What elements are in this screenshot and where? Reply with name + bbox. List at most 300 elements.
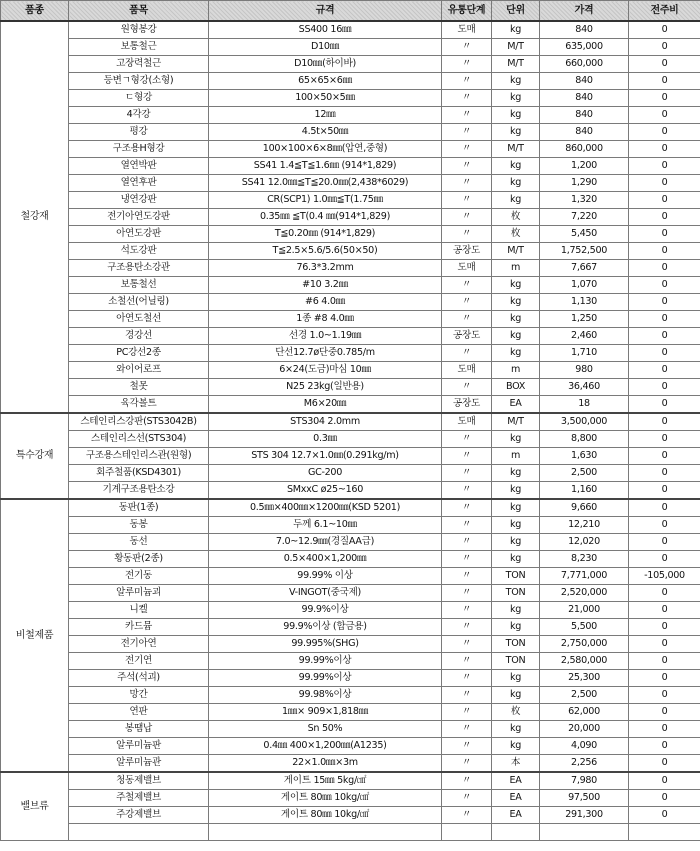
item-cell: 주강제밸브 — [69, 807, 209, 824]
change-cell: 0 — [629, 294, 700, 311]
unit-cell: kg — [492, 192, 540, 209]
header-item: 품목 — [69, 1, 209, 22]
table-row — [1, 39, 700, 56]
item-cell: 전기연 — [69, 653, 209, 670]
unit-cell: kg — [492, 73, 540, 90]
unit-cell: kg — [492, 670, 540, 687]
table-row — [1, 568, 700, 585]
stage-cell: 도매 — [442, 413, 492, 431]
stage-cell: 도매 — [442, 362, 492, 379]
stage-cell: 〃 — [442, 124, 492, 141]
stage-cell: 〃 — [442, 39, 492, 56]
table-row — [1, 260, 700, 277]
item-cell: 스테인리스강판(STS3042B) — [69, 413, 209, 431]
stage-cell: 〃 — [442, 226, 492, 243]
header-row — [1, 1, 700, 22]
spec-cell: 두께 6.1~10㎜ — [209, 517, 442, 534]
stage-cell: 〃 — [442, 551, 492, 568]
price-cell: 97,500 — [540, 790, 629, 807]
spec-cell: 게이트 80㎜ 10kg/㎠ — [209, 790, 442, 807]
spec-cell: 99.98%이상 — [209, 687, 442, 704]
spec-cell: 0.4㎜ 400×1,200㎜(A1235) — [209, 738, 442, 755]
change-cell: 0 — [629, 21, 700, 39]
stage-cell: 〃 — [442, 277, 492, 294]
item-cell: 석도강판 — [69, 243, 209, 260]
change-cell: 0 — [629, 807, 700, 824]
table-row — [1, 482, 700, 500]
item-cell: 청동제밸브 — [69, 772, 209, 790]
item-cell: 아연도철선 — [69, 311, 209, 328]
stage-cell: 〃 — [442, 56, 492, 73]
table-row — [1, 141, 700, 158]
stage-cell: 〃 — [442, 755, 492, 773]
price-cell: 1,130 — [540, 294, 629, 311]
table-row — [1, 790, 700, 807]
category-cell: 특수강재 — [1, 413, 69, 499]
table-row — [1, 585, 700, 602]
price-cell: 3,500,000 — [540, 413, 629, 431]
spec-cell: 100×50×5㎜ — [209, 90, 442, 107]
unit-cell: kg — [492, 175, 540, 192]
unit-cell: M/T — [492, 413, 540, 431]
unit-cell: kg — [492, 107, 540, 124]
stage-cell: 〃 — [442, 670, 492, 687]
unit-cell: m — [492, 260, 540, 277]
table-row — [1, 619, 700, 636]
spec-cell: 0.35㎜ ≦T(0.4 ㎜(914*1,829) — [209, 209, 442, 226]
unit-cell: TON — [492, 653, 540, 670]
change-cell: 0 — [629, 90, 700, 107]
item-cell: 등변ㄱ형강(소형) — [69, 73, 209, 90]
spec-cell: T≦0.20㎜ (914*1,829) — [209, 226, 442, 243]
spec-cell: 65×65×6㎜ — [209, 73, 442, 90]
table-row — [1, 175, 700, 192]
change-cell: 0 — [629, 413, 700, 431]
unit-cell: 枚 — [492, 209, 540, 226]
unit-cell: EA — [492, 772, 540, 790]
change-cell: 0 — [629, 738, 700, 755]
item-cell: 육각볼트 — [69, 396, 209, 414]
spec-cell: SS41 12.0㎜≦T≦20.0㎜(2,438*6029) — [209, 175, 442, 192]
stage-cell: 〃 — [442, 141, 492, 158]
price-cell: 2,750,000 — [540, 636, 629, 653]
item-cell: 동판(1종) — [69, 499, 209, 517]
price-cell: 840 — [540, 73, 629, 90]
price-cell: 1,250 — [540, 311, 629, 328]
spec-cell: 99.9%이상 (합금용) — [209, 619, 442, 636]
table-row — [1, 226, 700, 243]
table-row — [1, 807, 700, 824]
item-cell: ㄷ형강 — [69, 90, 209, 107]
item-cell: 냉연강판 — [69, 192, 209, 209]
spec-cell: T≦2.5×5.6/5.6(50×50) — [209, 243, 442, 260]
unit-cell: kg — [492, 124, 540, 141]
item-cell: 구조용스테인리스관(원형) — [69, 448, 209, 465]
price-cell: 7,771,000 — [540, 568, 629, 585]
unit-cell: EA — [492, 790, 540, 807]
unit-cell: EA — [492, 396, 540, 414]
price-cell: 5,450 — [540, 226, 629, 243]
stage-cell — [442, 824, 492, 841]
stage-cell: 〃 — [442, 517, 492, 534]
change-cell: 0 — [629, 772, 700, 790]
unit-cell: kg — [492, 721, 540, 738]
unit-cell: M/T — [492, 56, 540, 73]
stage-cell: 〃 — [442, 158, 492, 175]
stage-cell: 〃 — [442, 175, 492, 192]
price-cell: 8,230 — [540, 551, 629, 568]
unit-cell: kg — [492, 431, 540, 448]
spec-cell: 22×1.0㎜×3m — [209, 755, 442, 773]
spec-cell: 1㎜× 909×1,818㎜ — [209, 704, 442, 721]
stage-cell: 〃 — [442, 704, 492, 721]
change-cell: 0 — [629, 653, 700, 670]
table-row — [1, 772, 700, 790]
change-cell: 0 — [629, 260, 700, 277]
table-row — [1, 670, 700, 687]
spec-cell: 99.99% 이상 — [209, 568, 442, 585]
category-cell: 철강재 — [1, 21, 69, 413]
table-row — [1, 465, 700, 482]
unit-cell: kg — [492, 687, 540, 704]
change-cell: 0 — [629, 721, 700, 738]
price-cell: 2,256 — [540, 755, 629, 773]
spec-cell: SS41 1.4≦T≦1.6㎜ (914*1,829) — [209, 158, 442, 175]
header-spec: 규격 — [209, 1, 442, 22]
table-row — [1, 636, 700, 653]
change-cell: 0 — [629, 482, 700, 500]
item-cell: 전기아연 — [69, 636, 209, 653]
table-row — [1, 277, 700, 294]
price-cell: 5,500 — [540, 619, 629, 636]
change-cell: 0 — [629, 362, 700, 379]
stage-cell: 〃 — [442, 107, 492, 124]
table-row — [1, 192, 700, 209]
item-cell: 경강선 — [69, 328, 209, 345]
stage-cell: 〃 — [442, 568, 492, 585]
change-cell: 0 — [629, 551, 700, 568]
table-row — [1, 379, 700, 396]
price-cell: 860,000 — [540, 141, 629, 158]
unit-cell: BOX — [492, 379, 540, 396]
stage-cell: 〃 — [442, 499, 492, 517]
price-cell: 25,300 — [540, 670, 629, 687]
table-row — [1, 21, 700, 39]
price-cell: 36,460 — [540, 379, 629, 396]
item-cell: 구조용H형강 — [69, 141, 209, 158]
price-cell: 4,090 — [540, 738, 629, 755]
item-cell: PC강선2종 — [69, 345, 209, 362]
table-row — [1, 448, 700, 465]
item-cell: 동선 — [69, 534, 209, 551]
item-cell: 아연도강판 — [69, 226, 209, 243]
spec-cell: 4.5t×50㎜ — [209, 124, 442, 141]
header-stage: 유통단계 — [442, 1, 492, 22]
change-cell: 0 — [629, 39, 700, 56]
stage-cell: 도매 — [442, 21, 492, 39]
spec-cell: Sn 50% — [209, 721, 442, 738]
unit-cell: kg — [492, 294, 540, 311]
stage-cell: 〃 — [442, 602, 492, 619]
table-row — [1, 56, 700, 73]
spec-cell: 99.99%이상 — [209, 653, 442, 670]
stage-cell: 〃 — [442, 534, 492, 551]
table-row — [1, 328, 700, 345]
change-cell: 0 — [629, 209, 700, 226]
change-cell: 0 — [629, 277, 700, 294]
item-cell: 철못 — [69, 379, 209, 396]
spec-cell: N25 23kg(일반용) — [209, 379, 442, 396]
price-cell: 20,000 — [540, 721, 629, 738]
spec-cell: STS304 2.0mm — [209, 413, 442, 431]
unit-cell: m — [492, 448, 540, 465]
item-cell: 와이어로프 — [69, 362, 209, 379]
spec-cell: 99.995%(SHG) — [209, 636, 442, 653]
table-body — [1, 21, 700, 841]
price-cell: 7,667 — [540, 260, 629, 277]
change-cell: 0 — [629, 704, 700, 721]
change-cell: 0 — [629, 192, 700, 209]
header-change: 전주비 — [629, 1, 700, 22]
change-cell: 0 — [629, 175, 700, 192]
spec-cell: 단선12.7ø단중0.785/m — [209, 345, 442, 362]
item-cell: 망간 — [69, 687, 209, 704]
spec-cell: 99.99%이상 — [209, 670, 442, 687]
table-row — [1, 602, 700, 619]
spec-cell: 7.0~12.9㎜(경질AA급) — [209, 534, 442, 551]
spec-cell — [209, 824, 442, 841]
table-row — [1, 345, 700, 362]
item-cell: 니켈 — [69, 602, 209, 619]
table-row — [1, 243, 700, 260]
spec-cell: 0.5×400×1,200㎜ — [209, 551, 442, 568]
stage-cell: 공장도 — [442, 396, 492, 414]
spec-cell: CR(SCP1) 1.0㎜≦T(1.75㎜ — [209, 192, 442, 209]
table-row — [1, 311, 700, 328]
change-cell: -105,000 — [629, 568, 700, 585]
price-cell: 12,020 — [540, 534, 629, 551]
table-row — [1, 653, 700, 670]
spec-cell: D10㎜(하이바) — [209, 56, 442, 73]
table-row — [1, 73, 700, 90]
table-row — [1, 534, 700, 551]
stage-cell: 〃 — [442, 772, 492, 790]
unit-cell: kg — [492, 517, 540, 534]
price-cell: 660,000 — [540, 56, 629, 73]
unit-cell: kg — [492, 90, 540, 107]
price-cell: 1,290 — [540, 175, 629, 192]
spec-cell: 0.3㎜ — [209, 431, 442, 448]
table-row — [1, 413, 700, 431]
stage-cell: 〃 — [442, 653, 492, 670]
unit-cell: TON — [492, 585, 540, 602]
change-cell — [629, 824, 700, 841]
price-cell: 2,460 — [540, 328, 629, 345]
item-cell: 동봉 — [69, 517, 209, 534]
stage-cell: 〃 — [442, 90, 492, 107]
spec-cell: 게이트 15㎜ 5kg/㎠ — [209, 772, 442, 790]
category-cell: 밸브류 — [1, 772, 69, 841]
item-cell: 원형봉강 — [69, 21, 209, 39]
table-row — [1, 824, 700, 841]
item-cell: 연판 — [69, 704, 209, 721]
stage-cell: 공장도 — [442, 243, 492, 260]
price-cell: 8,800 — [540, 431, 629, 448]
spec-cell: D10㎜ — [209, 39, 442, 56]
spec-cell: 100×100×6×8㎜(압연,중형) — [209, 141, 442, 158]
change-cell: 0 — [629, 585, 700, 602]
category-cell: 비철제품 — [1, 499, 69, 772]
price-cell: 1,630 — [540, 448, 629, 465]
price-cell: 1,200 — [540, 158, 629, 175]
unit-cell: kg — [492, 345, 540, 362]
price-cell: 1,320 — [540, 192, 629, 209]
stage-cell: 〃 — [442, 311, 492, 328]
header-unit: 단위 — [492, 1, 540, 22]
change-cell: 0 — [629, 465, 700, 482]
item-cell: 고장력철근 — [69, 56, 209, 73]
item-cell: 열연박판 — [69, 158, 209, 175]
unit-cell: kg — [492, 482, 540, 500]
spec-cell: GC-200 — [209, 465, 442, 482]
stage-cell: 〃 — [442, 585, 492, 602]
spec-cell: 6×24(도금)마심 10㎜ — [209, 362, 442, 379]
spec-cell: V-INGOT(중국제) — [209, 585, 442, 602]
change-cell: 0 — [629, 56, 700, 73]
change-cell: 0 — [629, 396, 700, 414]
item-cell: 알루미늄관 — [69, 755, 209, 773]
change-cell: 0 — [629, 670, 700, 687]
spec-cell: 선경 1.0~1.19㎜ — [209, 328, 442, 345]
change-cell: 0 — [629, 687, 700, 704]
unit-cell: kg — [492, 534, 540, 551]
item-cell — [69, 824, 209, 841]
change-cell: 0 — [629, 534, 700, 551]
price-cell: 18 — [540, 396, 629, 414]
price-cell: 1,710 — [540, 345, 629, 362]
change-cell: 0 — [629, 311, 700, 328]
change-cell: 0 — [629, 141, 700, 158]
item-cell: 스테인리스선(STS304) — [69, 431, 209, 448]
unit-cell: kg — [492, 499, 540, 517]
unit-cell: M/T — [492, 243, 540, 260]
price-cell: 1,752,500 — [540, 243, 629, 260]
stage-cell: 〃 — [442, 790, 492, 807]
price-cell: 12,210 — [540, 517, 629, 534]
table-row — [1, 124, 700, 141]
unit-cell: M/T — [492, 39, 540, 56]
table-row — [1, 499, 700, 517]
change-cell: 0 — [629, 345, 700, 362]
change-cell: 0 — [629, 73, 700, 90]
table-row — [1, 704, 700, 721]
unit-cell: kg — [492, 311, 540, 328]
stage-cell: 도매 — [442, 260, 492, 277]
table-row — [1, 551, 700, 568]
table-row — [1, 431, 700, 448]
spec-cell: SMxxC ø25~160 — [209, 482, 442, 500]
change-cell: 0 — [629, 448, 700, 465]
item-cell: 4각강 — [69, 107, 209, 124]
spec-cell: 1종 #8 4.0㎜ — [209, 311, 442, 328]
unit-cell: kg — [492, 738, 540, 755]
unit-cell: 枚 — [492, 226, 540, 243]
item-cell: 소철선(어닐링) — [69, 294, 209, 311]
unit-cell: TON — [492, 636, 540, 653]
table-row — [1, 755, 700, 773]
unit-cell: kg — [492, 602, 540, 619]
unit-cell: kg — [492, 551, 540, 568]
unit-cell: kg — [492, 277, 540, 294]
item-cell: 봉땜납 — [69, 721, 209, 738]
price-cell: 21,000 — [540, 602, 629, 619]
unit-cell: kg — [492, 21, 540, 39]
price-cell: 2,580,000 — [540, 653, 629, 670]
spec-cell: SS400 16㎜ — [209, 21, 442, 39]
spec-cell: #10 3.2㎜ — [209, 277, 442, 294]
change-cell: 0 — [629, 226, 700, 243]
table-row — [1, 721, 700, 738]
spec-cell: 76.3*3.2mm — [209, 260, 442, 277]
change-cell: 0 — [629, 158, 700, 175]
spec-cell: STS 304 12.7×1.0㎜(0.291kg/m) — [209, 448, 442, 465]
unit-cell: EA — [492, 807, 540, 824]
stage-cell: 〃 — [442, 482, 492, 500]
stage-cell: 〃 — [442, 738, 492, 755]
price-cell: 2,500 — [540, 687, 629, 704]
stage-cell: 〃 — [442, 687, 492, 704]
stage-cell: 〃 — [442, 807, 492, 824]
item-cell: 알루미늄판 — [69, 738, 209, 755]
table-row — [1, 517, 700, 534]
table-row — [1, 107, 700, 124]
stage-cell: 〃 — [442, 431, 492, 448]
unit-cell: kg — [492, 465, 540, 482]
item-cell: 알루미늄괴 — [69, 585, 209, 602]
price-cell: 2,500 — [540, 465, 629, 482]
stage-cell: 〃 — [442, 379, 492, 396]
price-cell: 2,520,000 — [540, 585, 629, 602]
stage-cell: 〃 — [442, 345, 492, 362]
stage-cell: 〃 — [442, 721, 492, 738]
spec-cell: M6×20㎜ — [209, 396, 442, 414]
change-cell: 0 — [629, 755, 700, 773]
stage-cell: 〃 — [442, 448, 492, 465]
change-cell: 0 — [629, 243, 700, 260]
item-cell: 황동판(2종) — [69, 551, 209, 568]
table-row — [1, 209, 700, 226]
item-cell: 구조용탄소강관 — [69, 260, 209, 277]
item-cell: 주철제밸브 — [69, 790, 209, 807]
change-cell: 0 — [629, 107, 700, 124]
spec-cell: 99.9%이상 — [209, 602, 442, 619]
price-cell: 291,300 — [540, 807, 629, 824]
price-cell: 1,070 — [540, 277, 629, 294]
change-cell: 0 — [629, 602, 700, 619]
price-cell: 840 — [540, 90, 629, 107]
stage-cell: 〃 — [442, 209, 492, 226]
change-cell: 0 — [629, 790, 700, 807]
table-row — [1, 396, 700, 414]
unit-cell: 枚 — [492, 704, 540, 721]
unit-cell: kg — [492, 158, 540, 175]
item-cell: 주석(석괴) — [69, 670, 209, 687]
item-cell: 회주철품(KSD4301) — [69, 465, 209, 482]
stage-cell: 〃 — [442, 465, 492, 482]
item-cell: 카드뮴 — [69, 619, 209, 636]
unit-cell: kg — [492, 328, 540, 345]
header-category: 품종 — [1, 1, 69, 22]
